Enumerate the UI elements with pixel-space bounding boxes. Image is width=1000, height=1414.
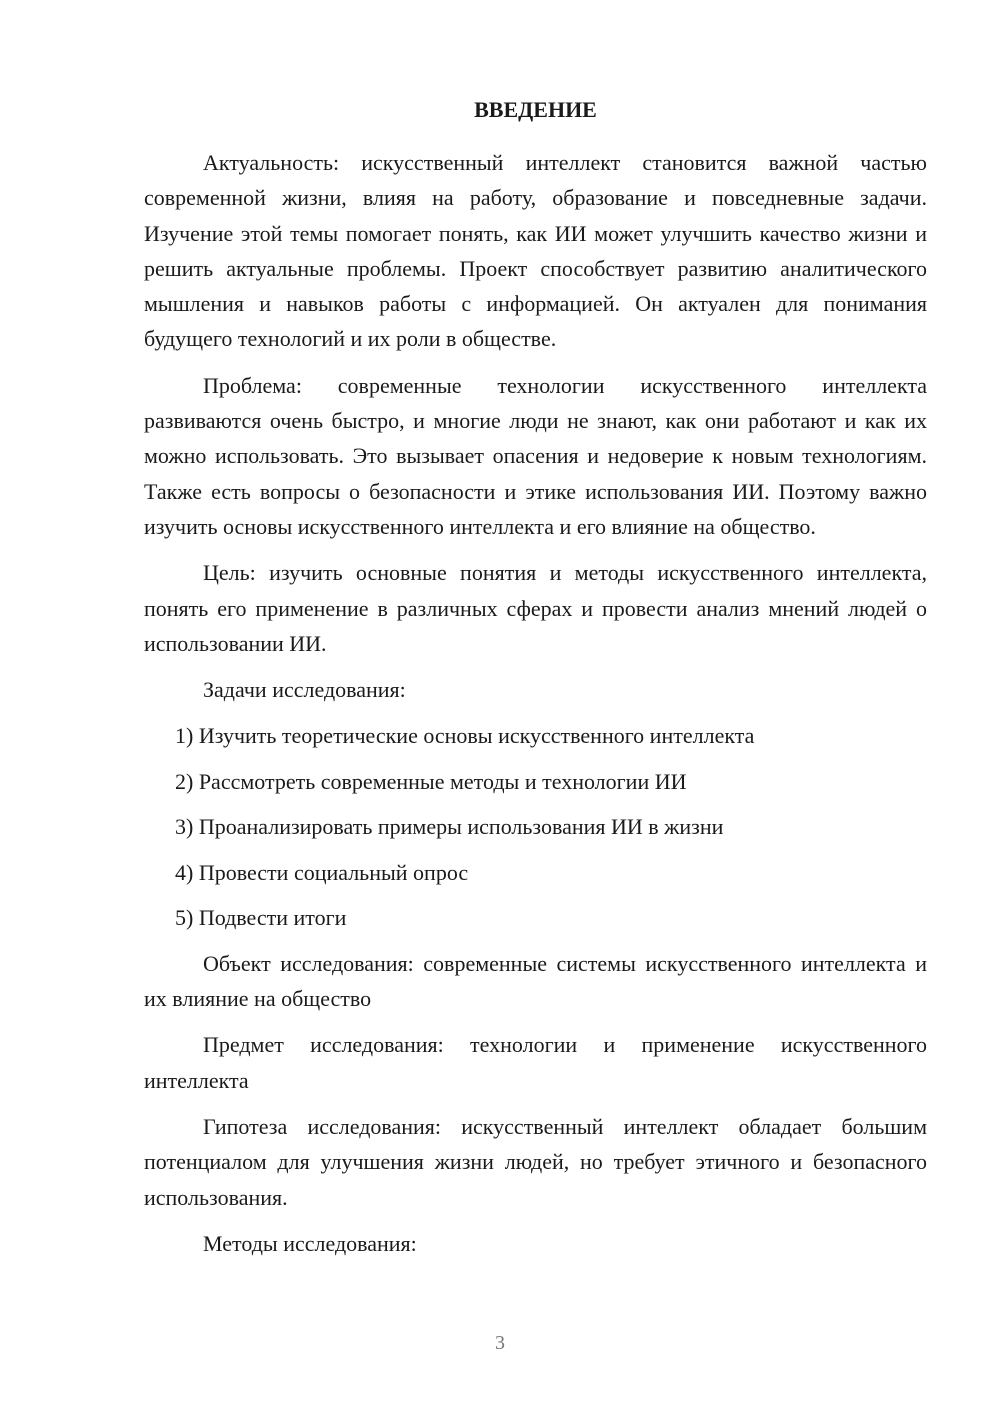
list-item: 5) Подвести итоги bbox=[175, 905, 347, 931]
list-item: 2) Рассмотреть современные методы и технологии ИИ bbox=[175, 768, 687, 794]
tasks-heading: Задачи исследования: bbox=[203, 677, 406, 703]
subject-paragraph: Предмет исследования: технологии и применение искусственного интеллекта bbox=[144, 1032, 927, 1093]
methods-heading: Методы исследования: bbox=[203, 1230, 417, 1256]
page-title: ВВЕДЕНИЕ bbox=[474, 97, 597, 122]
list-item: 3) Проанализировать примеры использования ИИ в жизни bbox=[175, 814, 724, 840]
list-item: 4) Провести социальный опрос bbox=[175, 859, 469, 885]
document-page bbox=[144, 92, 927, 1272]
relevance-paragraph: Актуальность: искусственный интеллект становится важной частью современной жизни, влияя на работу, образование и повседневные задачи. Изучение этой темы помогает понять, как ИИ может улучшить качество жизни и решить актуальные проблемы. Проект способствует развитию аналитического мышления и навыков работы с информацией. Он актуален для понимания будущего технологий и их роли в обществе. bbox=[144, 150, 927, 352]
object-paragraph: Объект исследования: современные системы искусственного интеллекта и их влияние на общество bbox=[144, 950, 927, 1012]
problem-paragraph: Проблема: современные технологии искусственного интеллекта развиваются очень быстро, и многие люди не знают, как они работают и как их можно использовать. Это вызывает опасения и недоверие к новым технологиям. Также есть вопросы о безопасности и этике использования ИИ. Поэтому важно изучить основы искусственного интеллекта и его влияние на общество. bbox=[144, 372, 927, 539]
tasks-list bbox=[144, 718, 927, 935]
page-number: 3 bbox=[495, 1332, 505, 1354]
hypothesis-paragraph: Гипотеза исследования: искусственный интеллект обладает большим потенциалом для улучшения жизни людей, но требует этичного и безопасного использования. bbox=[144, 1114, 927, 1210]
list-item: 1) Изучить теоретические основы искусственного интеллекта bbox=[175, 723, 755, 749]
goal-paragraph: Цель: изучить основные понятия и методы искусственного интеллекта, понять его применение в различных сферах и провести анализ мнений людей о использовании ИИ. bbox=[144, 560, 927, 656]
